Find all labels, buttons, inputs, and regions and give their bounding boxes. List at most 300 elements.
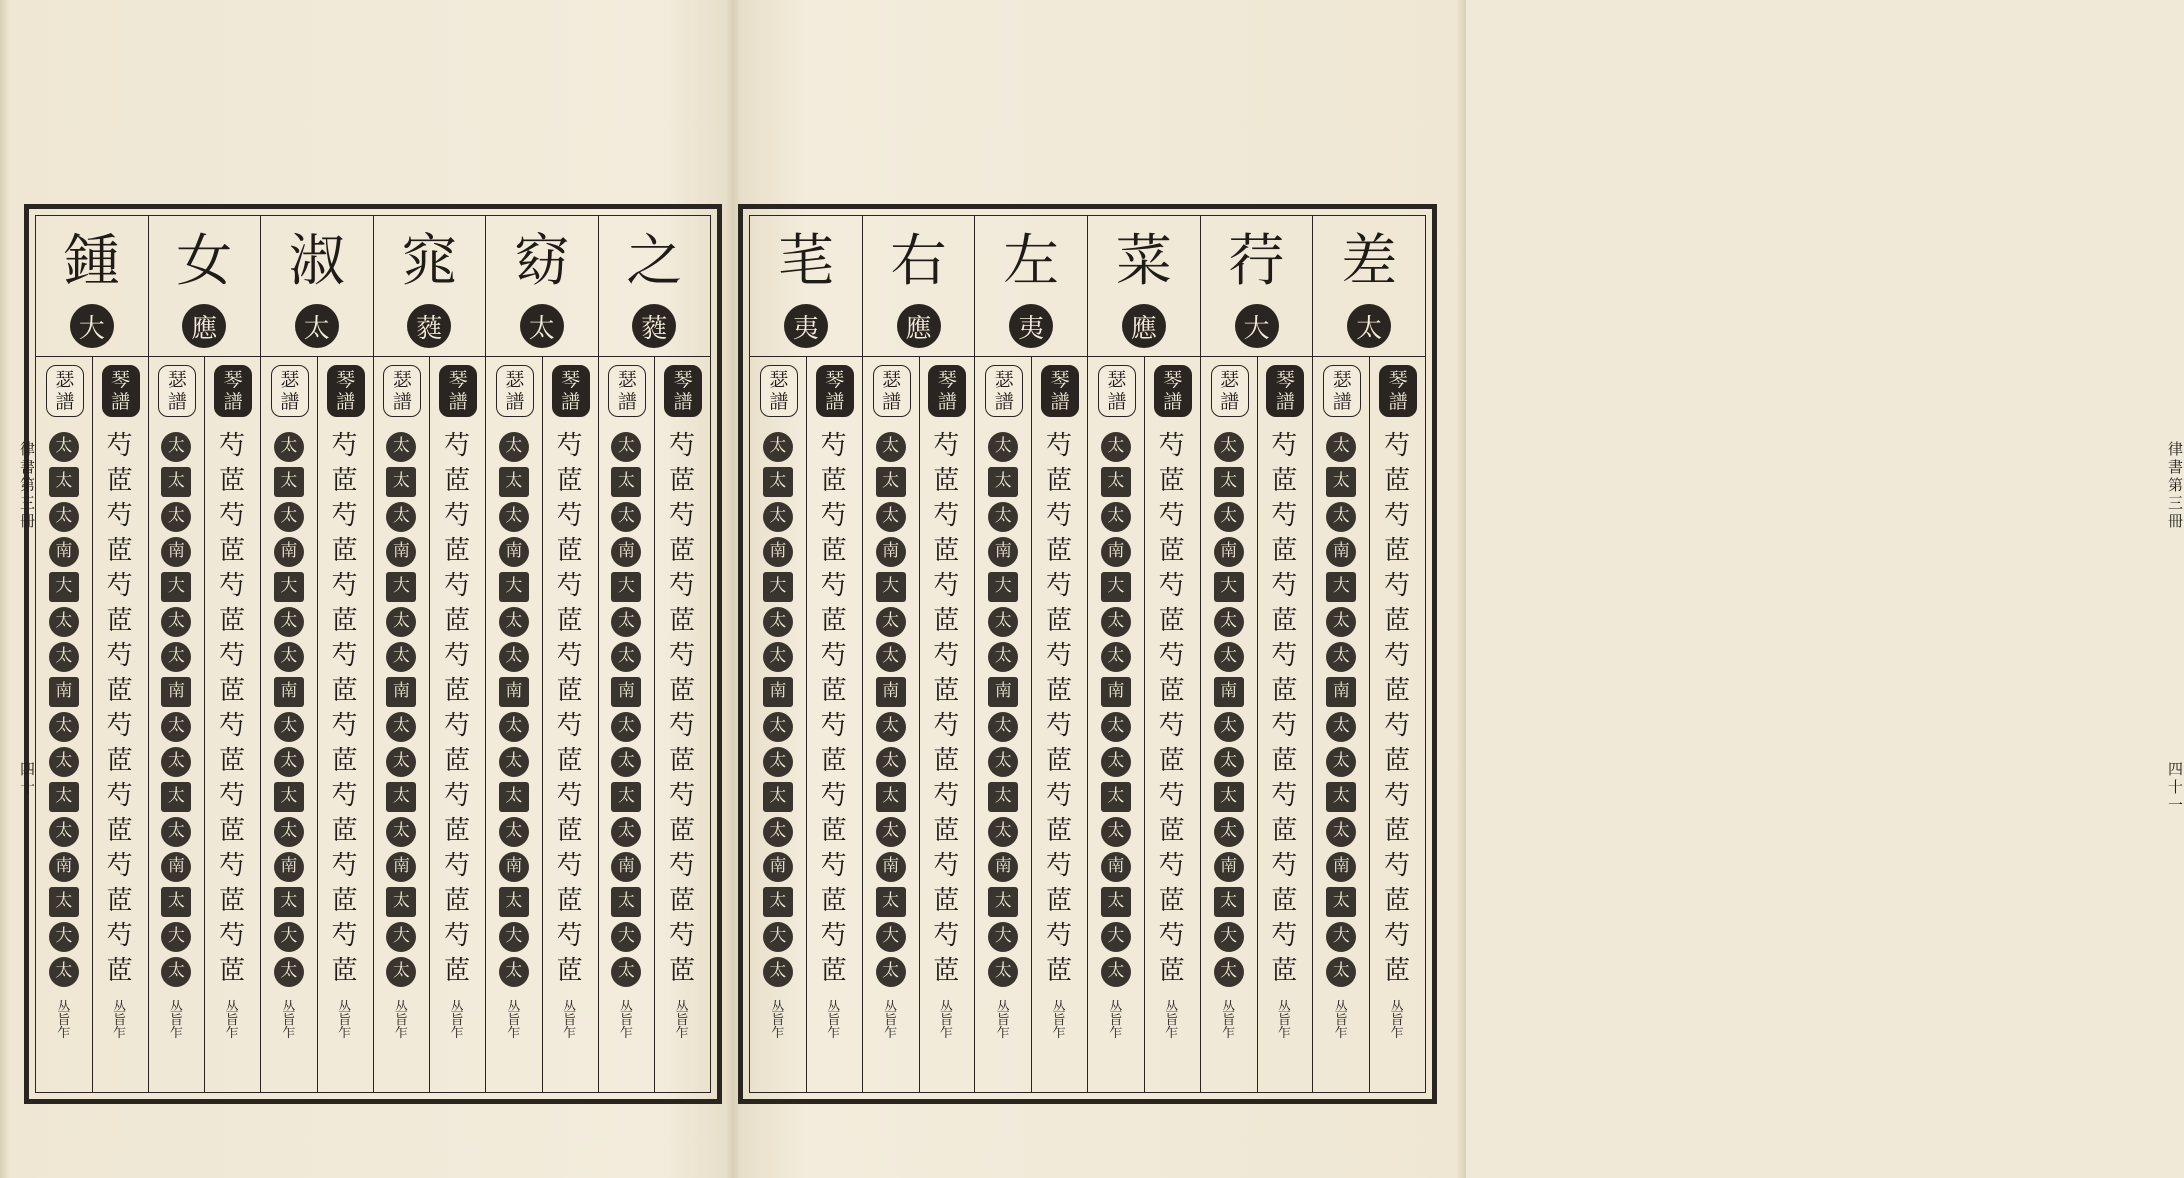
se-note-seal: 太: [988, 782, 1018, 812]
qin-note: 芍: [1046, 431, 1073, 461]
qin-note: 芍: [556, 501, 583, 531]
qin-note: 茝: [1271, 536, 1298, 566]
se-note-seal: 南: [763, 677, 793, 707]
qin-note: 芍: [820, 921, 847, 951]
se-note-seal: 太: [988, 887, 1018, 917]
se-note-seal: 太: [1214, 467, 1244, 497]
lyric-character: 菜: [1115, 229, 1172, 294]
tail-mark: 丛 旨 乍: [675, 1000, 689, 1041]
se-note-seal: 南: [274, 852, 304, 882]
qin-note: 茝: [331, 536, 358, 566]
se-note-seal: 太: [499, 747, 529, 777]
qin-note: 芍: [1158, 851, 1185, 881]
se-note-seal: 太: [1101, 642, 1131, 672]
qin-note: 茝: [933, 466, 960, 496]
qin-note: 茝: [106, 746, 133, 776]
qin-note: 芍: [820, 501, 847, 531]
se-note-seal: 大: [1101, 572, 1131, 602]
se-note-seal: 太: [161, 782, 191, 812]
qin-score-column: [919, 357, 975, 1092]
qin-note: 茝: [933, 536, 960, 566]
qin-note: 芍: [556, 781, 583, 811]
tail-mark: 丛 旨 乍: [450, 1000, 464, 1041]
qin-note: 茝: [331, 606, 358, 636]
se-note-seal: 大: [499, 572, 529, 602]
qin-note: 芍: [1384, 431, 1411, 461]
se-note-seal: 太: [611, 782, 641, 812]
se-note-list: [975, 429, 1031, 989]
qin-note: 茝: [444, 956, 471, 986]
se-score-column: [486, 357, 543, 1092]
se-note-seal: 大: [1101, 922, 1131, 952]
se-note-seal: 太: [1326, 642, 1356, 672]
qin-note: 芍: [444, 501, 471, 531]
qin-note-list: [1369, 429, 1425, 989]
lyric-column: [1088, 216, 1201, 1092]
qin-note: 芍: [933, 641, 960, 671]
se-note-seal: 太: [161, 747, 191, 777]
qin-score-label: 琴 譜: [552, 365, 590, 417]
qin-note: 芍: [106, 641, 133, 671]
se-note-seal: 太: [1326, 607, 1356, 637]
qin-note: 芍: [1384, 571, 1411, 601]
se-note-seal: 太: [49, 747, 79, 777]
se-note-seal: 南: [499, 537, 529, 567]
se-note-seal: 太: [49, 432, 79, 462]
lyric-character: 芼: [777, 229, 834, 294]
se-score-label: 瑟 譜: [1323, 365, 1361, 417]
qin-note: 芍: [1158, 501, 1185, 531]
se-note-seal: 太: [1326, 432, 1356, 462]
se-note-seal: 太: [386, 747, 416, 777]
se-note-seal: 太: [988, 607, 1018, 637]
qin-note: 芍: [669, 851, 696, 881]
right-score-frame: [738, 204, 1437, 1104]
se-note-seal: 太: [1326, 712, 1356, 742]
tail-mark: 丛 旨 乍: [939, 1000, 953, 1041]
se-note-seal: 太: [499, 957, 529, 987]
se-score-label: 瑟 譜: [496, 365, 534, 417]
right-page: [733, 0, 2184, 1178]
qin-score-column: [92, 357, 148, 1092]
qin-note-list: [204, 429, 260, 989]
qin-score-label: 琴 譜: [1379, 365, 1417, 417]
qin-note: 芍: [331, 501, 358, 531]
qin-note: 芍: [106, 431, 133, 461]
lyric-character: 右: [890, 229, 947, 294]
qin-score-column: [1031, 357, 1087, 1092]
lyric-character: 之: [626, 229, 683, 294]
qin-note: 茝: [669, 676, 696, 706]
se-note-seal: 大: [161, 922, 191, 952]
qin-note: 茝: [1271, 676, 1298, 706]
tail-mark: 丛 旨 乍: [57, 1000, 71, 1041]
qin-note: 芍: [444, 711, 471, 741]
se-note-seal: 太: [161, 712, 191, 742]
qin-note: 芍: [1271, 641, 1298, 671]
se-note-seal: 太: [49, 642, 79, 672]
se-note-seal: 太: [763, 817, 793, 847]
qin-note: 芍: [331, 571, 358, 601]
se-note-list: [750, 429, 806, 989]
tail-mark: 丛 旨 乍: [1334, 1000, 1348, 1041]
pitch-badge: 太: [1347, 304, 1391, 348]
qin-score-label: 琴 譜: [327, 365, 365, 417]
se-note-seal: 太: [274, 432, 304, 462]
se-note-seal: 南: [386, 852, 416, 882]
se-note-seal: 太: [161, 607, 191, 637]
qin-note: 芍: [669, 501, 696, 531]
se-note-seal: 太: [611, 712, 641, 742]
se-note-seal: 太: [611, 887, 641, 917]
se-note-seal: 太: [611, 957, 641, 987]
qin-note: 茝: [106, 536, 133, 566]
tail-mark: 丛 旨 乍: [169, 1000, 183, 1041]
se-note-seal: 太: [876, 502, 906, 532]
se-note-seal: 太: [876, 432, 906, 462]
qin-note-list: [654, 429, 710, 989]
qin-score-column: [1144, 357, 1200, 1092]
se-score-label: 瑟 譜: [608, 365, 646, 417]
tail-mark: 丛 旨 乍: [619, 1000, 633, 1041]
lyric-column: [750, 216, 863, 1092]
se-note-seal: 太: [49, 712, 79, 742]
se-note-seal: 南: [49, 677, 79, 707]
qin-note: 芍: [556, 851, 583, 881]
qin-note: 芍: [1046, 571, 1073, 601]
se-note-seal: 太: [1101, 607, 1131, 637]
se-note-seal: 南: [988, 852, 1018, 882]
se-note-seal: 太: [49, 817, 79, 847]
qin-note: 茝: [933, 956, 960, 986]
qin-note: 芍: [1046, 711, 1073, 741]
se-note-seal: 太: [1214, 607, 1244, 637]
qin-note: 芍: [1158, 641, 1185, 671]
se-note-seal: 太: [876, 607, 906, 637]
se-note-seal: 南: [274, 537, 304, 567]
pitch-badge: 大: [70, 304, 114, 348]
qin-note: 茝: [444, 536, 471, 566]
se-note-seal: 太: [1101, 467, 1131, 497]
se-note-seal: 太: [763, 467, 793, 497]
se-score-column: [750, 357, 807, 1092]
se-score-label: 瑟 譜: [1211, 365, 1249, 417]
se-note-seal: 太: [1214, 747, 1244, 777]
qin-note: 芍: [556, 431, 583, 461]
qin-note: 茝: [1046, 536, 1073, 566]
qin-note: 芍: [331, 641, 358, 671]
qin-note: 茝: [444, 676, 471, 706]
qin-note-list: [1031, 429, 1087, 989]
qin-score-column: [806, 357, 862, 1092]
pitch-badge: 應: [897, 304, 941, 348]
se-note-seal: 太: [876, 817, 906, 847]
qin-note: 芍: [669, 431, 696, 461]
se-note-seal: 太: [763, 957, 793, 987]
qin-score-label: 琴 譜: [1041, 365, 1079, 417]
se-note-seal: 太: [49, 957, 79, 987]
se-note-seal: 太: [274, 607, 304, 637]
lyric-character: 鍾: [63, 229, 120, 294]
qin-score-column: [429, 357, 485, 1092]
qin-score-label: 琴 譜: [928, 365, 966, 417]
qin-note: 芍: [444, 641, 471, 671]
qin-note: 茝: [331, 676, 358, 706]
qin-note: 茝: [556, 676, 583, 706]
se-score-column: [863, 357, 920, 1092]
se-note-seal: 南: [1101, 677, 1131, 707]
qin-note: 茝: [331, 746, 358, 776]
se-note-seal: 南: [499, 677, 529, 707]
tail-mark: 丛 旨 乍: [1222, 1000, 1236, 1041]
se-note-seal: 南: [386, 677, 416, 707]
se-note-seal: 太: [611, 642, 641, 672]
qin-note: 芍: [1046, 501, 1073, 531]
qin-note: 茝: [106, 886, 133, 916]
se-note-seal: 南: [386, 537, 416, 567]
tail-mark: 丛 旨 乍: [1109, 1000, 1123, 1041]
qin-note: 芍: [1046, 851, 1073, 881]
se-note-seal: 南: [988, 537, 1018, 567]
qin-note: 芍: [820, 851, 847, 881]
se-note-list: [149, 429, 205, 989]
qin-note: 芍: [1271, 851, 1298, 881]
se-note-seal: 南: [876, 677, 906, 707]
se-note-seal: 南: [611, 852, 641, 882]
lyric-character: 窈: [513, 229, 570, 294]
se-note-seal: 太: [386, 817, 416, 847]
se-note-seal: 太: [1101, 782, 1131, 812]
qin-note: 茝: [1158, 956, 1185, 986]
qin-note: 茝: [556, 886, 583, 916]
se-note-seal: 大: [499, 922, 529, 952]
se-note-seal: 大: [386, 572, 416, 602]
qin-note: 茝: [1158, 536, 1185, 566]
se-note-seal: 南: [1326, 852, 1356, 882]
se-score-label: 瑟 譜: [873, 365, 911, 417]
se-note-seal: 太: [274, 957, 304, 987]
se-note-seal: 太: [988, 747, 1018, 777]
qin-note: 茝: [1046, 606, 1073, 636]
qin-score-label: 琴 譜: [1266, 365, 1304, 417]
se-score-column: [1088, 357, 1145, 1092]
qin-note: 茝: [933, 816, 960, 846]
se-note-list: [261, 429, 317, 989]
se-note-seal: 太: [1326, 502, 1356, 532]
se-note-seal: 南: [1101, 537, 1131, 567]
se-score-label: 瑟 譜: [1098, 365, 1136, 417]
qin-note: 茝: [106, 956, 133, 986]
se-note-list: [36, 429, 92, 989]
se-note-seal: 太: [611, 607, 641, 637]
se-note-seal: 太: [1326, 887, 1356, 917]
qin-note: 茝: [669, 886, 696, 916]
qin-note: 芍: [1046, 921, 1073, 951]
se-note-seal: 太: [876, 467, 906, 497]
qin-note: 芍: [106, 501, 133, 531]
lyric-character: 女: [176, 229, 233, 294]
qin-note: 芍: [219, 501, 246, 531]
se-note-seal: 太: [386, 607, 416, 637]
se-note-seal: 南: [161, 677, 191, 707]
qin-note: 芍: [1158, 431, 1185, 461]
qin-note: 茝: [331, 816, 358, 846]
qin-note: 茝: [669, 606, 696, 636]
se-note-seal: 南: [49, 537, 79, 567]
qin-note: 茝: [444, 746, 471, 776]
qin-note: 芍: [933, 851, 960, 881]
se-note-seal: 太: [499, 817, 529, 847]
qin-note: 芍: [556, 921, 583, 951]
qin-note: 茝: [556, 606, 583, 636]
se-note-seal: 大: [1214, 572, 1244, 602]
se-score-column: [975, 357, 1032, 1092]
qin-score-column: [204, 357, 260, 1092]
tail-mark: 丛 旨 乍: [827, 1000, 841, 1041]
se-note-seal: 大: [49, 922, 79, 952]
se-note-seal: 南: [988, 677, 1018, 707]
qin-note: 茝: [820, 956, 847, 986]
qin-note: 茝: [933, 606, 960, 636]
se-note-seal: 太: [1214, 642, 1244, 672]
qin-note: 芍: [933, 571, 960, 601]
pitch-badge: 大: [1235, 304, 1279, 348]
se-note-seal: 太: [274, 887, 304, 917]
qin-note: 芍: [1271, 501, 1298, 531]
se-score-column: [599, 357, 656, 1092]
se-note-seal: 太: [763, 642, 793, 672]
tail-mark: 丛 旨 乍: [338, 1000, 352, 1041]
se-note-seal: 大: [274, 572, 304, 602]
se-note-seal: 大: [1214, 922, 1244, 952]
qin-note: 芍: [1158, 571, 1185, 601]
qin-note: 茝: [1271, 466, 1298, 496]
se-note-seal: 太: [1101, 502, 1131, 532]
qin-note: 茝: [444, 466, 471, 496]
qin-note-list: [317, 429, 373, 989]
qin-note: 茝: [219, 886, 246, 916]
qin-note: 茝: [669, 746, 696, 776]
tail-mark: 丛 旨 乍: [225, 1000, 239, 1041]
se-note-seal: 大: [988, 572, 1018, 602]
se-note-list: [599, 429, 655, 989]
qin-note: 芍: [669, 921, 696, 951]
qin-note: 茝: [556, 956, 583, 986]
se-note-seal: 太: [763, 502, 793, 532]
se-note-seal: 南: [499, 852, 529, 882]
se-note-seal: 太: [161, 817, 191, 847]
qin-note: 茝: [1158, 606, 1185, 636]
qin-note: 茝: [1046, 466, 1073, 496]
qin-note: 芍: [820, 571, 847, 601]
qin-note: 芍: [933, 431, 960, 461]
se-note-seal: 太: [161, 957, 191, 987]
qin-note: 芍: [1158, 711, 1185, 741]
se-note-seal: 太: [611, 467, 641, 497]
qin-note: 茝: [1271, 886, 1298, 916]
se-note-seal: 太: [876, 782, 906, 812]
se-score-label: 瑟 譜: [383, 365, 421, 417]
qin-note: 芍: [669, 711, 696, 741]
se-note-seal: 太: [499, 887, 529, 917]
se-note-seal: 太: [988, 642, 1018, 672]
se-note-seal: 大: [611, 572, 641, 602]
tail-mark: 丛 旨 乍: [1052, 1000, 1066, 1041]
qin-note: 芍: [1384, 921, 1411, 951]
qin-note: 芍: [820, 711, 847, 741]
se-note-seal: 太: [876, 887, 906, 917]
qin-score-column: [1257, 357, 1313, 1092]
qin-note: 芍: [1046, 641, 1073, 671]
se-note-seal: 太: [274, 642, 304, 672]
qin-note: 茝: [820, 746, 847, 776]
qin-note: 芍: [1271, 711, 1298, 741]
se-note-seal: 南: [763, 537, 793, 567]
qin-note: 茝: [820, 606, 847, 636]
se-note-seal: 太: [499, 502, 529, 532]
se-note-seal: 太: [1214, 432, 1244, 462]
se-note-seal: 太: [49, 502, 79, 532]
se-note-seal: 太: [49, 467, 79, 497]
qin-note: 芍: [933, 501, 960, 531]
se-note-seal: 太: [763, 607, 793, 637]
qin-note: 茝: [1046, 886, 1073, 916]
qin-note: 芍: [106, 571, 133, 601]
se-note-seal: 大: [274, 922, 304, 952]
se-note-seal: 南: [1214, 677, 1244, 707]
qin-note-list: [92, 429, 148, 989]
se-note-seal: 南: [1214, 852, 1244, 882]
qin-note: 茝: [106, 606, 133, 636]
qin-note: 芍: [1158, 781, 1185, 811]
qin-note: 茝: [106, 816, 133, 846]
right-gutter-title: 律 書 第 三 冊: [2168, 440, 2184, 530]
lyric-character: 淑: [288, 229, 345, 294]
tail-mark: 丛 旨 乍: [563, 1000, 577, 1041]
se-note-seal: 南: [49, 852, 79, 882]
se-note-seal: 太: [611, 432, 641, 462]
se-note-seal: 太: [49, 887, 79, 917]
qin-note: 芍: [933, 921, 960, 951]
se-note-seal: 太: [988, 502, 1018, 532]
se-note-list: [1313, 429, 1369, 989]
se-note-seal: 太: [49, 607, 79, 637]
se-note-seal: 南: [161, 852, 191, 882]
se-note-seal: 南: [1326, 537, 1356, 567]
qin-note: 茝: [1384, 886, 1411, 916]
se-note-seal: 太: [611, 817, 641, 847]
se-note-seal: 太: [1214, 957, 1244, 987]
qin-note: 芍: [556, 711, 583, 741]
qin-note: 芍: [331, 781, 358, 811]
se-note-seal: 太: [763, 747, 793, 777]
se-note-seal: 南: [1214, 537, 1244, 567]
se-note-seal: 太: [274, 782, 304, 812]
qin-note: 芍: [331, 851, 358, 881]
se-note-seal: 大: [763, 922, 793, 952]
qin-note: 茝: [820, 466, 847, 496]
qin-note: 茝: [1384, 746, 1411, 776]
se-note-seal: 太: [499, 712, 529, 742]
qin-score-column: [1369, 357, 1425, 1092]
qin-note-list: [1144, 429, 1200, 989]
qin-note: 茝: [1158, 676, 1185, 706]
qin-note: 芍: [933, 781, 960, 811]
lyric-column: [863, 216, 976, 1092]
right-gutter-number: 四 十 一: [2168, 760, 2184, 814]
qin-note: 茝: [820, 886, 847, 916]
qin-note: 芍: [331, 431, 358, 461]
